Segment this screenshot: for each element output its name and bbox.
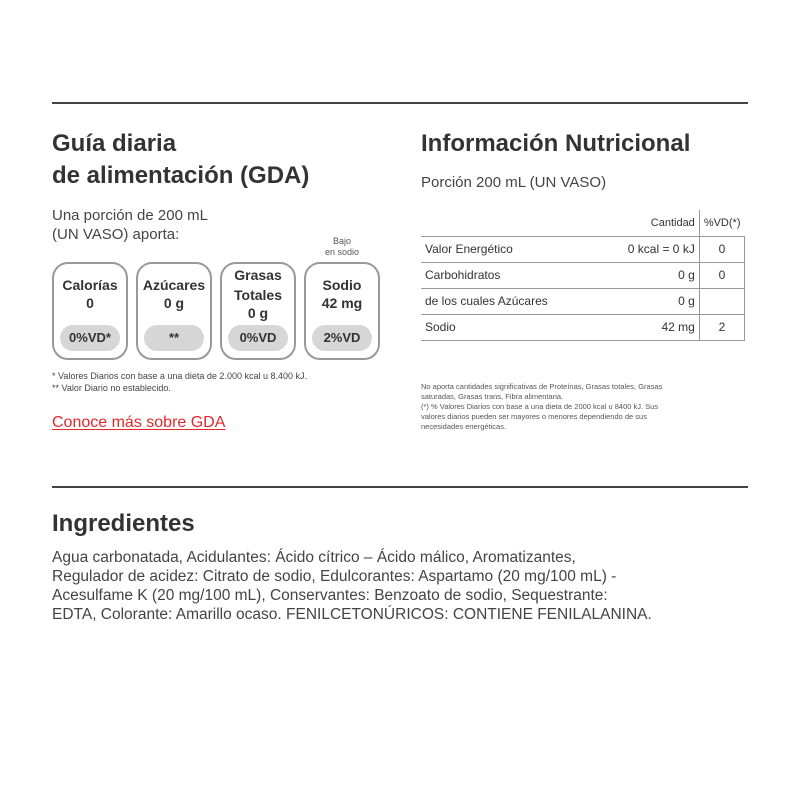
nutrition-footnote: No aporta cantidades significativas de Proteínas, Grasas totales, Grasas bbox=[421, 382, 663, 391]
gda-card-amount: 42 mg bbox=[321, 295, 363, 311]
nutrient-vd: 0 bbox=[699, 236, 744, 262]
nutrition-footnote: valores diarios pueden ser mayores o menores dependiendo de sus bbox=[421, 412, 647, 421]
gda-card-vd-pill: 0%VD bbox=[228, 325, 288, 351]
table-row bbox=[421, 288, 745, 314]
gda-footnote: ** Valor Diario no establecido. bbox=[52, 383, 171, 393]
ingredients-text bbox=[52, 548, 752, 624]
nutrition-title: Información Nutricional bbox=[421, 130, 691, 157]
nutrient-name: Sodio bbox=[421, 314, 602, 340]
nutrient-vd: 2 bbox=[699, 314, 744, 340]
gda-card-name: Totales bbox=[234, 287, 282, 303]
nutrition-footnotes bbox=[421, 382, 741, 432]
gda-card-amount: 0 g bbox=[247, 305, 269, 321]
nutrient-amount: 0 g bbox=[602, 262, 700, 288]
table-row bbox=[421, 314, 745, 340]
gda-title-line: de alimentación (GDA) bbox=[52, 162, 310, 189]
gda-card-name: Sodio bbox=[322, 277, 362, 293]
nutrition-footnote: saturadas, Grasas trans, Fibra alimentaria. bbox=[421, 392, 564, 401]
nutrient-amount: 0 kcal = 0 kJ bbox=[602, 236, 700, 262]
gda-intro-line: Una porción de 200 mL bbox=[52, 207, 208, 224]
gda-card-sodio bbox=[304, 262, 380, 360]
section-divider bbox=[52, 486, 748, 488]
nutrient-name: Carbohidratos bbox=[421, 262, 602, 288]
gda-title bbox=[52, 128, 392, 192]
gda-card-vd-pill: 0%VD* bbox=[60, 325, 120, 351]
nutrition-footnote: necesidades energéticas. bbox=[421, 422, 507, 431]
ingredients-line: Regulador de acidez: Citrato de sodio, Edulcorantes: Aspartamo (20 mg/100 mL) - bbox=[52, 568, 617, 585]
ingredients-line: EDTA, Colorante: Amarillo ocaso. FENILCETONÚRICOS: CONTIENE FENILALANINA. bbox=[52, 606, 652, 623]
nutrition-portion: Porción 200 mL (UN VASO) bbox=[421, 174, 607, 191]
nutrient-vd: 0 bbox=[699, 262, 744, 288]
header-vd: %VD(*) bbox=[699, 210, 744, 236]
gda-intro-line: (UN VASO) aporta: bbox=[52, 226, 180, 243]
gda-card-azucares bbox=[136, 262, 212, 360]
gda-footnotes bbox=[52, 370, 392, 394]
nutrition-table bbox=[421, 210, 745, 341]
ingredients-title: Ingredientes bbox=[52, 510, 195, 537]
nutrient-name: Valor Energético bbox=[421, 236, 602, 262]
header-nutrient bbox=[421, 210, 602, 236]
gda-card-vd-pill: ** bbox=[144, 325, 204, 351]
top-divider bbox=[52, 102, 748, 104]
ingredients-line: Agua carbonatada, Acidulantes: Ácido cítrico – Ácido málico, Aromatizantes, bbox=[52, 549, 576, 566]
low-sodium-label bbox=[304, 236, 380, 258]
gda-card-name: Calorías bbox=[62, 277, 118, 293]
nutrient-vd bbox=[699, 288, 744, 314]
low-sodium-line: Bajo bbox=[332, 236, 351, 246]
gda-title-line: Guía diaria bbox=[52, 130, 177, 157]
gda-footnote: * Valores Diarios con base a una dieta de 2.000 kcal u 8.400 kJ. bbox=[52, 371, 307, 381]
gda-card-vd-pill: 2%VD bbox=[312, 325, 372, 351]
header-cantidad: Cantidad bbox=[650, 216, 695, 229]
gda-card-name: Azúcares bbox=[142, 277, 206, 293]
table-row bbox=[421, 262, 745, 288]
nutrition-table-header bbox=[421, 210, 745, 236]
table-row bbox=[421, 236, 745, 262]
nutrition-footnote: (*) % Valores Diarios con base a una dieta de 2000 kcal u 8400 kJ. Sus bbox=[421, 402, 659, 411]
learn-more-gda-link[interactable]: Conoce más sobre GDA bbox=[52, 414, 226, 431]
gda-card-calorias bbox=[52, 262, 128, 360]
ingredients-line: Acesulfame K (20 mg/100 mL), Conservantes: Benzoato de sodio, Sequestrante: bbox=[52, 587, 608, 604]
nutrient-name: de los cuales Azúcares bbox=[421, 288, 602, 314]
low-sodium-line: en sodio bbox=[324, 247, 360, 257]
gda-card-amount: 0 g bbox=[163, 295, 185, 311]
nutrient-amount: 42 mg bbox=[602, 314, 700, 340]
gda-card-name: Grasas bbox=[234, 267, 282, 283]
nutrient-amount: 0 g bbox=[602, 288, 700, 314]
gda-card-amount: 0 bbox=[86, 295, 94, 311]
gda-card-grasas-totales bbox=[220, 262, 296, 360]
